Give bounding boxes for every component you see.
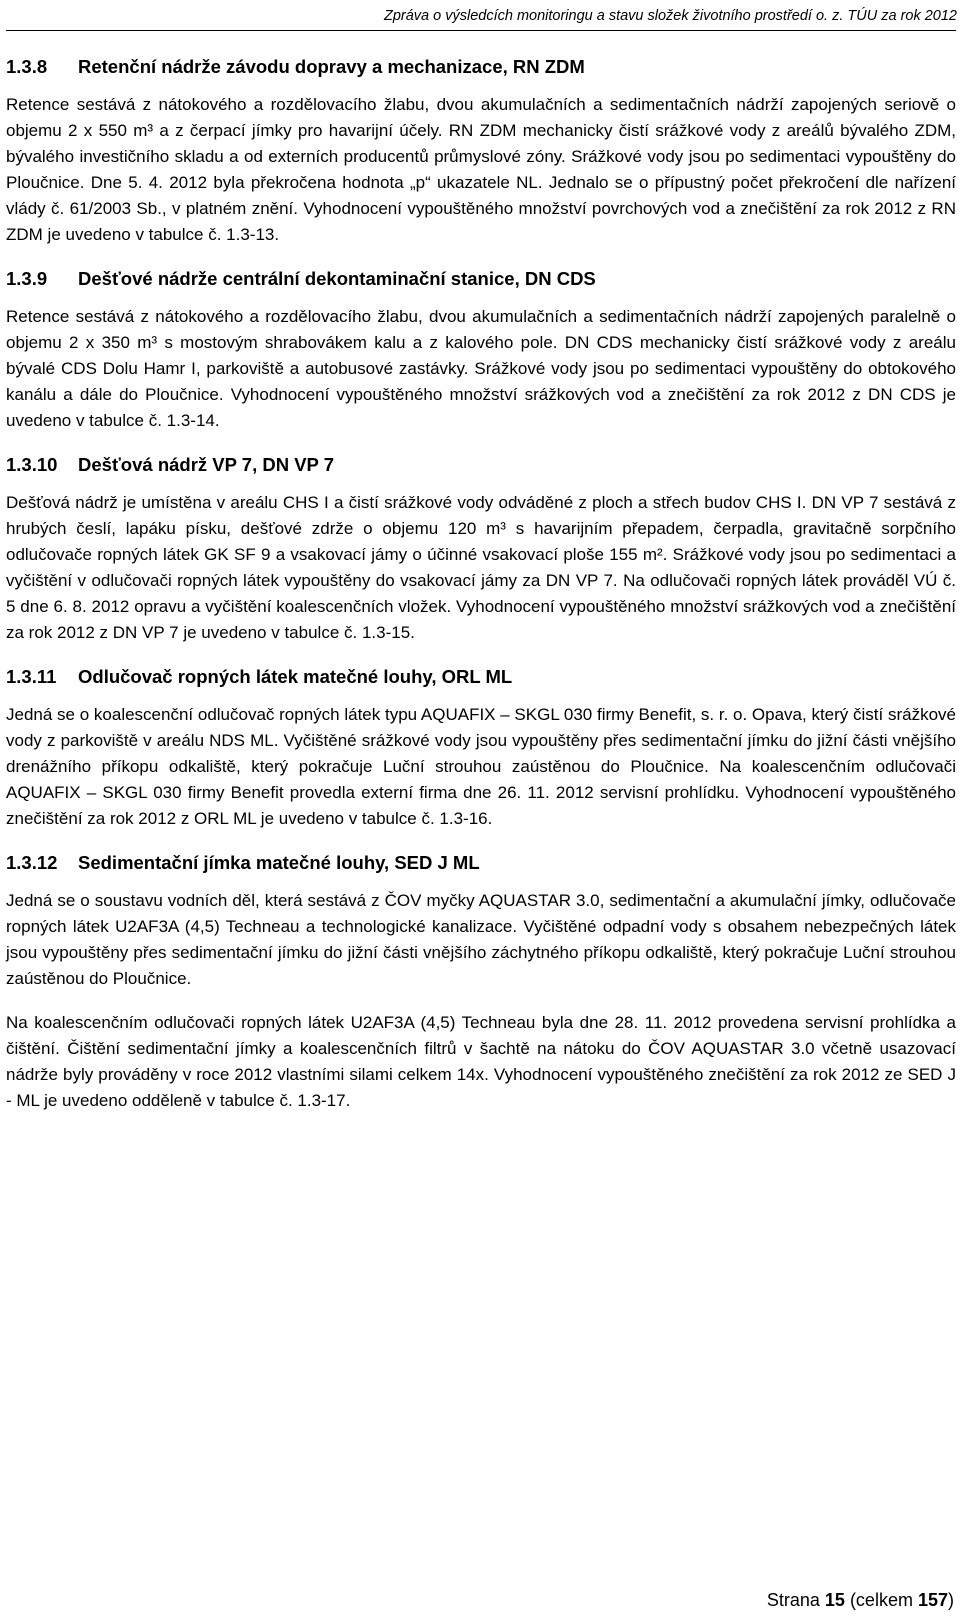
section-heading [6, 850, 956, 876]
section-number: 1.3.12 [6, 852, 58, 873]
page-number-footer [767, 1590, 954, 1611]
section-title: Retenční nádrže závodu dopravy a mechanizace, RN ZDM [78, 56, 585, 77]
section-heading [6, 664, 956, 690]
section-paragraph: Jedná se o soustavu vodních děl, která sestává z ČOV myčky AQUASTAR 3.0, sedimentační a akumulační jímky, odlučovače ropných látek U2AF3A (4,5) Techneau a technologické kanalizace. Vyčištěné odpadní vody s obsahem nebezpečných látek jsou vypouštěny přes sedimentační jímku do jižní části vnějšího záchytného příkopu odkaliště, který pokračuje Luční strouhou zaústěnou do Ploučnice. [6, 891, 956, 988]
section-heading [6, 452, 956, 478]
page-content [6, 54, 956, 1132]
section-1-3-9 [6, 266, 956, 434]
section-number: 1.3.10 [6, 454, 58, 475]
section-heading [6, 54, 956, 80]
total-pages: 157 [917, 1590, 948, 1610]
section-title: Sedimentační jímka matečné louhy, SED J ML [78, 852, 480, 873]
section-title: Odlučovač ropných látek matečné louhy, ORL ML [78, 666, 513, 687]
running-header: Zpráva o výsledcích monitoringu a stavu složek životního prostředí o. z. TÚU za rok 2012 [383, 8, 957, 24]
section-title: Dešťové nádrže centrální dekontaminační stanice, DN CDS [78, 268, 596, 289]
section-1-3-11 [6, 664, 956, 832]
section-1-3-10 [6, 452, 956, 646]
section-number: 1.3.9 [6, 268, 48, 289]
section-paragraph: Dešťová nádrž je umístěna v areálu CHS I a čistí srážkové vody odváděné z ploch a střech budov CHS I. DN VP 7 sestává z hrubých česlí, lapáku písku, dešťové zdrže o objemu 120 m³ s havarijním přepadem, čerpadla, gravitačně sorpčního odlučovače ropných látek GK SF 9 a vsakovací jámy o účinné vsakovací ploše 155 m². Srážkové vody jsou po sedimentaci a vyčištění v odlučovači ropných látek vypouštěny do vsakovací jámy za DN VP 7. Na odlučovači ropných látek prováděl VÚ č. 5 dne 6. 8. 2012 opravu a vyčištění koalescenčních vložek. Vyhodnocení vypouštěného množství srážkových vod a znečištění za rok 2012 z DN VP 7 je uvedeno v tabulce č. 1.3-15. [6, 493, 956, 642]
section-number: 1.3.11 [6, 666, 57, 687]
footer-suffix: ) [948, 1590, 954, 1610]
current-page: 15 [824, 1590, 845, 1610]
section-heading [6, 266, 956, 292]
header-divider [6, 30, 956, 31]
footer-middle: (celkem [844, 1590, 918, 1610]
section-paragraph: Retence sestává z nátokového a rozdělovacího žlabu, dvou akumulačních a sedimentačních nádrží zapojených paralelně o objemu 2 x 350 m³ s mostovým shrabovákem kalu a z kalového pole. DN CDS mechanicky čistí srážkové vody z areálu bývalé CDS Dolu Hamr I, parkoviště a autobusové zastávky. Srážkové vody jsou po sedimentaci vypouštěny do obtokového kanálu a dále do Ploučnice. Vyhodnocení vypouštěného množství srážkových vod a znečištění za rok 2012 z DN CDS je uvedeno v tabulce č. 1.3-14. [6, 307, 956, 430]
section-title: Dešťová nádrž VP 7, DN VP 7 [78, 454, 334, 475]
footer-prefix: Strana [766, 1590, 825, 1610]
section-1-3-8 [6, 54, 956, 248]
section-number: 1.3.8 [6, 56, 48, 77]
section-1-3-12 [6, 850, 956, 1114]
section-paragraph: Na koalescenčním odlučovači ropných látek U2AF3A (4,5) Techneau byla dne 28. 11. 2012 provedena servisní prohlídka a čištění. Čištění sedimentační jímky a koalescenčních filtrů v šachtě na nátoku do ČOV AQUASTAR 3.0 včetně usazovací nádrže byly prováděny v roce 2012 vlastními silami celkem 14x. Vyhodnocení vypouštěného znečištění za rok 2012 ze SED J - ML je uvedeno odděleně v tabulce č. 1.3-17. [6, 1013, 956, 1110]
section-paragraph: Retence sestává z nátokového a rozdělovacího žlabu, dvou akumulačních a sedimentačních nádrží zapojených seriově o objemu 2 x 550 m³ a z čerpací jímky pro havarijní účely. RN ZDM mechanicky čistí srážkové vody z areálů bývalého ZDM, bývalého investičního skladu a od externích producentů průmyslové zóny. Srážkové vody jsou po sedimentaci vypouštěny do Ploučnice. Dne 5. 4. 2012 byla překročena hodnota „p“ ukazatele NL. Jednalo se o přípustný počet překročení dle nařízení vlády č. 61/2003 Sb., v platném znění. Vyhodnocení vypouštěného množství povrchových vod a znečištění za rok 2012 z RN ZDM je uvedeno v tabulce č. 1.3-13. [6, 95, 956, 244]
section-paragraph: Jedná se o koalescenční odlučovač ropných látek typu AQUAFIX – SKGL 030 firmy Benefit, s. r. o. Opava, který čistí srážkové vody z parkoviště v areálu NDS ML. Vyčištěné srážkové vody jsou vypouštěny přes sedimentační jímku do jižní části vnějšího drenážního příkopu odkaliště, který pokračuje Luční strouhou zaústěnou do Ploučnice. Na koalescenčním odlučovači AQUAFIX – SKGL 030 firmy Benefit provedla externí firma dne 26. 11. 2012 servisní prohlídku. Vyhodnocení vypouštěného znečištění za rok 2012 z ORL ML je uvedeno v tabulce č. 1.3-16. [6, 705, 956, 828]
